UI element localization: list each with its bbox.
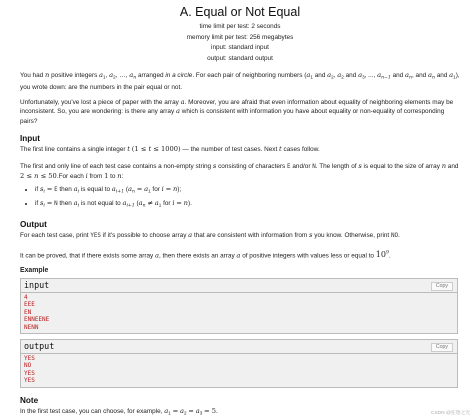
example-input-label: input xyxy=(24,280,50,291)
input-paragraph-2: The first and only line of each test case contains a non-empty string s consisting of characters E and/or N. The length of s is equal to the size of array n and 2 ≤ n ≤ 50.For each i from 1 to n: xyxy=(20,161,459,180)
rule-equal: • if $s_i = E$ then $a_i$ is equal to $a_{i+1}$ ($a_n = a_1$ for i = n); xyxy=(35,184,460,198)
output-line: NO xyxy=(24,362,32,370)
csdn-watermark: CSDN @狂想之光 xyxy=(431,410,470,416)
note-paragraph: In the first test case, you can choose, for example, $a_1 = a_2 = a_3 = 5$. xyxy=(20,407,218,416)
problem-title: A. Equal or Not Equal xyxy=(179,5,301,19)
time-limit: time limit per test: 2 seconds xyxy=(199,23,281,30)
input-line: EEE xyxy=(24,301,35,309)
example-input-header xyxy=(21,279,457,293)
problem-limits xyxy=(20,22,460,64)
output-paragraph-2: It can be proved, that if there exists some array a, then there exists an array a of positive integers with values less or equal to $10^9$. xyxy=(20,250,391,260)
example-output-body xyxy=(21,354,457,387)
example-input-body xyxy=(21,293,457,333)
statement-paragraph-1: You had n positive integers $a_1$, $a_2$, …, $a_n$ arranged in a circle. For each pair of neighboring numbers ($a_1$ and $a_2$, $a_2$ and $a_3$, ..., $a_{n-1}$ and $a_n$, and $a_n$ and $a_1$), you wrote down: are the numbers in the pair equal or not. xyxy=(20,71,460,92)
example-output-header xyxy=(21,340,457,354)
output-paragraph-1: For each test case, print YES if it's possible to choose array a that are consistent with information from s you know. Otherwise, print NO. xyxy=(20,231,400,240)
output-line: YES xyxy=(24,377,35,385)
example-output-box xyxy=(20,339,458,388)
note-heading: Note xyxy=(20,395,39,405)
input-source: input: standard input xyxy=(211,44,269,52)
output-source: output: standard output xyxy=(207,54,273,62)
input-line: 4 xyxy=(24,294,28,302)
rule-not-equal: • if $s_i = N$ then $a_i$ is not equal to $a_{i+1}$ ($a_n \ne a_1$ for i = n). xyxy=(35,198,460,212)
input-line: ENNEENE xyxy=(24,316,50,324)
copy-output-button[interactable]: Copy xyxy=(431,343,453,353)
copy-input-button[interactable]: Copy xyxy=(431,282,453,292)
statement-paragraph-2: Unfortunately, you've lost a piece of paper with the array a. Moreover, you are afraid that even information about equality of neighboring elements may be inconsistent. So, you are wondering: is there any array a which is consistent with information you have about equality or non-equality of corresponding pairs? xyxy=(20,98,454,125)
input-line: EN xyxy=(24,308,32,316)
output-heading: Output xyxy=(20,219,47,229)
output-line: YES xyxy=(24,369,35,377)
input-line: NENN xyxy=(24,323,39,331)
example-heading: Example xyxy=(20,267,49,275)
input-rules-list xyxy=(35,184,460,212)
example-input-box xyxy=(20,278,458,334)
output-line: YES xyxy=(24,355,35,363)
example-output-label: output xyxy=(24,341,55,352)
input-paragraph-1: The first line contains a single integer t (1 ≤ t ≤ 1000) — the number of test cases. Next t cases follow. xyxy=(20,145,320,154)
input-heading: Input xyxy=(20,133,41,143)
memory-limit: memory limit per test: 256 megabytes xyxy=(186,33,294,41)
